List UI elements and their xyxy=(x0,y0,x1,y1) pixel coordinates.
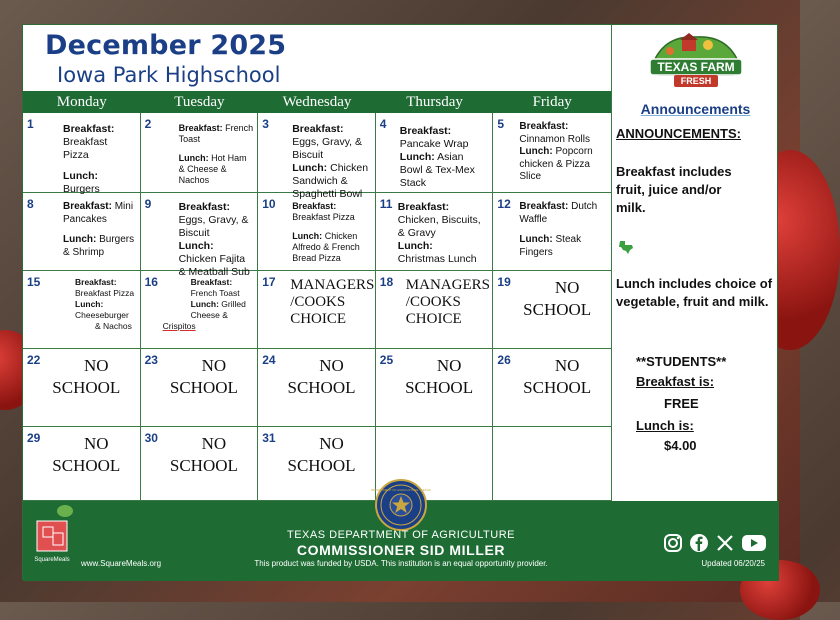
department-name: TEXAS DEPARTMENT OF AGRICULTURE xyxy=(287,529,515,541)
lunch-label: Lunch: xyxy=(519,146,553,157)
day-number: 31 xyxy=(262,431,276,445)
no-school-line1: NO xyxy=(554,356,580,375)
breakfast-item: Eggs, Gravy, & Biscuit xyxy=(292,136,363,161)
day-number: 17 xyxy=(262,275,276,289)
day-number: 16 xyxy=(144,275,158,289)
lunch-label: Lunch: xyxy=(178,240,214,252)
day-cell-empty xyxy=(493,427,611,501)
youtube-icon[interactable] xyxy=(741,533,767,558)
day-number: 12 xyxy=(497,197,511,211)
lunch-item: & Nachos xyxy=(95,321,132,331)
day-cell-29 xyxy=(23,427,141,501)
day-number: 11 xyxy=(379,197,393,211)
lunch-label: Lunch: xyxy=(519,234,553,245)
breakfast-item: Pancake Wrap xyxy=(399,138,469,150)
logo-text-line2: FRESH xyxy=(680,76,712,86)
breakfast-label: Breakfast: xyxy=(190,277,233,287)
breakfast-price: FREE xyxy=(664,396,699,411)
managers-choice: MANAGERS /COOKS CHOICE xyxy=(405,277,490,327)
social-links xyxy=(663,533,767,558)
announcements-title: Announcements xyxy=(640,101,751,117)
day-cell-25 xyxy=(376,349,494,427)
lunch-item: Chicken Fajita & Meatball Sub xyxy=(178,253,250,278)
day-cell-24 xyxy=(258,349,376,427)
no-school-line1: NO xyxy=(84,356,109,375)
day-number: 25 xyxy=(379,353,394,367)
lunch-price-label: Lunch is: xyxy=(636,418,694,433)
no-school-line2: SCHOOL xyxy=(169,456,238,475)
lunch-item: Chicken Alfredo & French Bread Pizza xyxy=(292,231,360,263)
day-cell-17 xyxy=(258,271,376,349)
x-twitter-icon[interactable] xyxy=(715,533,735,558)
calendar-title: December 2025 xyxy=(45,30,287,61)
announcements-sidebar xyxy=(611,25,779,501)
day-cell-3 xyxy=(258,113,376,200)
day-menu xyxy=(519,201,607,259)
announcements-heading: ANNOUNCEMENTS: xyxy=(616,126,741,141)
day-number: 5 xyxy=(497,117,505,131)
seal-star-icon xyxy=(371,483,431,527)
day-number: 30 xyxy=(144,431,158,445)
no-school-line1: NO xyxy=(554,278,580,297)
day-cell-5 xyxy=(493,113,611,193)
no-school xyxy=(493,355,611,399)
website-link[interactable]: www.SquareMeals.org xyxy=(81,559,162,568)
seal-text: DEPARTMENT OF AGRICULTURE · TEXAS xyxy=(371,488,431,492)
weekday-monday: Monday xyxy=(56,94,107,110)
lunch-label: Lunch: xyxy=(397,240,433,252)
breakfast-label: Breakfast: xyxy=(519,121,569,132)
no-school xyxy=(141,355,258,399)
day-menu xyxy=(75,277,136,332)
weekday-header-bar xyxy=(23,91,611,113)
funding-disclaimer: This product was funded by USDA. This institution is an equal opportunity provider. xyxy=(254,559,548,568)
no-school xyxy=(258,355,375,399)
no-school-line2: SCHOOL xyxy=(523,300,592,319)
no-school-line1: NO xyxy=(201,356,227,375)
breakfast-label: Breakfast: xyxy=(292,123,344,135)
no-school xyxy=(493,277,611,321)
day-cell-26 xyxy=(493,349,611,427)
day-number: 2 xyxy=(144,117,152,131)
no-school-line1: NO xyxy=(436,356,462,375)
managers-choice: MANAGERS /COOKS CHOICE xyxy=(290,277,375,327)
logo-text-line1: TEXAS FARM xyxy=(657,60,735,74)
lunch-label: Lunch: xyxy=(178,153,209,163)
day-menu xyxy=(162,277,254,332)
weekday-thursday: Thursday xyxy=(406,94,463,110)
day-number: 4 xyxy=(379,117,387,131)
lunch-item: Hot Ham & Cheese & Nachos xyxy=(178,153,247,185)
breakfast-label: Breakfast: xyxy=(75,277,117,287)
no-school-line2: SCHOOL xyxy=(523,378,592,397)
breakfast-item: Chicken, Biscuits, & Gravy xyxy=(397,214,481,239)
no-school-line1: NO xyxy=(201,434,227,453)
breakfast-item: Mini Pancakes xyxy=(63,201,134,225)
no-school-line2: SCHOOL xyxy=(52,456,121,475)
calendar-grid xyxy=(23,113,611,501)
day-number: 19 xyxy=(497,275,511,289)
no-school-line1: NO xyxy=(319,434,344,453)
calendar-header xyxy=(23,25,611,91)
day-menu xyxy=(179,123,254,186)
day-menu xyxy=(398,201,489,266)
lunch-label: Lunch: xyxy=(190,299,219,309)
day-number: 29 xyxy=(27,431,41,445)
breakfast-label: Breakfast: xyxy=(397,201,450,213)
lunch-item: Christmas Lunch xyxy=(397,253,477,265)
lunch-item: Steak Fingers xyxy=(519,234,582,258)
breakfast-note: Breakfast includes fruit, juice and/or milk. xyxy=(616,164,732,215)
lunch-label: Lunch: xyxy=(292,162,328,174)
day-menu xyxy=(400,125,489,190)
day-cell-18 xyxy=(376,271,494,349)
day-menu xyxy=(519,121,607,184)
updated-date: Updated 06/20/25 xyxy=(701,559,765,568)
school-name: Iowa Park Highschool xyxy=(57,63,281,87)
day-menu xyxy=(179,201,254,279)
day-menu xyxy=(292,123,371,201)
students-heading: **STUDENTS** xyxy=(636,354,727,369)
no-school-line2: SCHOOL xyxy=(287,456,356,475)
no-school-line2: SCHOOL xyxy=(287,378,356,397)
lunch-item: Crispitos xyxy=(162,321,196,331)
no-school-line2: SCHOOL xyxy=(52,378,121,397)
texas-icon xyxy=(618,239,634,255)
day-cell-4 xyxy=(376,113,494,193)
footer xyxy=(23,488,779,581)
commissioner-name: COMMISSIONER SID MILLER xyxy=(296,542,506,558)
no-school-line2: SCHOOL xyxy=(405,378,474,397)
lunch-item: Burgers xyxy=(63,183,100,195)
day-cell-15 xyxy=(23,271,141,349)
day-cell-31 xyxy=(258,427,376,501)
breakfast-label: Breakfast: xyxy=(63,201,112,212)
lunch-label: Lunch: xyxy=(75,299,104,309)
day-cell-16 xyxy=(141,271,259,349)
lunch-note: Lunch includes choice of vegetable, fruit and milk. xyxy=(616,276,773,309)
day-cell-11 xyxy=(376,193,494,271)
lunch-label: Lunch: xyxy=(399,151,435,163)
breakfast-label: Breakfast: xyxy=(178,123,223,133)
day-number: 15 xyxy=(27,275,41,289)
day-cell-8 xyxy=(23,193,141,271)
breakfast-item: French Toast xyxy=(190,288,240,298)
lunch-label: Lunch: xyxy=(63,170,98,182)
instagram-icon[interactable] xyxy=(663,533,683,558)
no-school xyxy=(141,433,258,477)
day-cell-19 xyxy=(493,271,611,349)
breakfast-item: French Toast xyxy=(178,123,254,144)
no-school xyxy=(23,355,140,399)
square-logo-text: SquareMeals xyxy=(34,557,70,563)
breakfast-item: Eggs, Gravy, & Biscuit xyxy=(178,214,249,239)
breakfast-label: Breakfast: xyxy=(292,201,337,211)
breakfast-label: Breakfast: xyxy=(519,201,569,212)
day-cell-23 xyxy=(141,349,259,427)
breakfast-label: Breakfast: xyxy=(399,125,452,137)
weekday-friday: Friday xyxy=(532,94,572,110)
breakfast-price-label: Breakfast is: xyxy=(636,374,715,389)
facebook-icon[interactable] xyxy=(689,533,709,558)
lunch-item: Popcorn chicken & Pizza Slice xyxy=(519,146,593,182)
lunch-price: $4.00 xyxy=(664,438,697,453)
lunch-label: Lunch: xyxy=(292,231,323,241)
breakfast-item: Dutch Waffle xyxy=(519,201,598,225)
no-school xyxy=(376,355,493,399)
lunch-item: Chicken Sandwich & Spaghetti Bowl xyxy=(292,162,369,200)
day-number: 22 xyxy=(27,353,41,367)
day-cell-9 xyxy=(141,193,259,278)
day-cell-12 xyxy=(493,193,611,271)
no-school-line1: NO xyxy=(319,356,344,375)
lunch-label: Lunch: xyxy=(63,234,97,245)
menu-calendar-sheet xyxy=(22,24,778,580)
day-cell-22 xyxy=(23,349,141,427)
no-school xyxy=(23,433,140,477)
day-number: 9 xyxy=(144,197,152,211)
no-school-line1: NO xyxy=(84,434,109,453)
no-school xyxy=(258,433,375,477)
lunch-item: Cheeseburger xyxy=(75,310,129,320)
no-school-line2: SCHOOL xyxy=(169,378,238,397)
texas-farm-fresh-logo xyxy=(646,31,746,95)
day-number: 3 xyxy=(262,117,269,131)
day-cell-2 xyxy=(141,113,259,193)
day-number: 1 xyxy=(27,117,34,131)
day-menu xyxy=(63,123,136,196)
breakfast-item: Breakfast Pizza xyxy=(63,136,108,161)
day-number: 24 xyxy=(262,353,276,367)
day-number: 10 xyxy=(262,197,276,211)
lunch-item: Burgers & Shrimp xyxy=(63,234,135,258)
lunch-item: Grilled Cheese & xyxy=(190,299,246,320)
day-cell-1 xyxy=(23,113,141,193)
day-number: 23 xyxy=(144,353,158,367)
breakfast-item: Cinnamon Rolls xyxy=(519,133,590,145)
day-cell-10 xyxy=(258,193,376,271)
breakfast-label: Breakfast: xyxy=(178,201,230,213)
day-number: 26 xyxy=(497,353,511,367)
breakfast-item: Breakfast Pizza xyxy=(75,288,135,298)
breakfast-label: Breakfast: xyxy=(63,123,115,135)
day-number: 18 xyxy=(379,275,394,289)
agriculture-seal xyxy=(371,479,431,531)
breakfast-item: Breakfast Pizza xyxy=(292,212,355,222)
weekday-tuesday: Tuesday xyxy=(174,94,225,110)
weekday-wednesday: Wednesday xyxy=(282,94,352,110)
day-menu xyxy=(63,201,136,259)
day-number: 8 xyxy=(27,197,34,211)
lunch-item: Asian Bowl & Tex-Mex Stack xyxy=(399,151,475,189)
day-menu xyxy=(292,201,371,264)
day-cell-30 xyxy=(141,427,259,501)
